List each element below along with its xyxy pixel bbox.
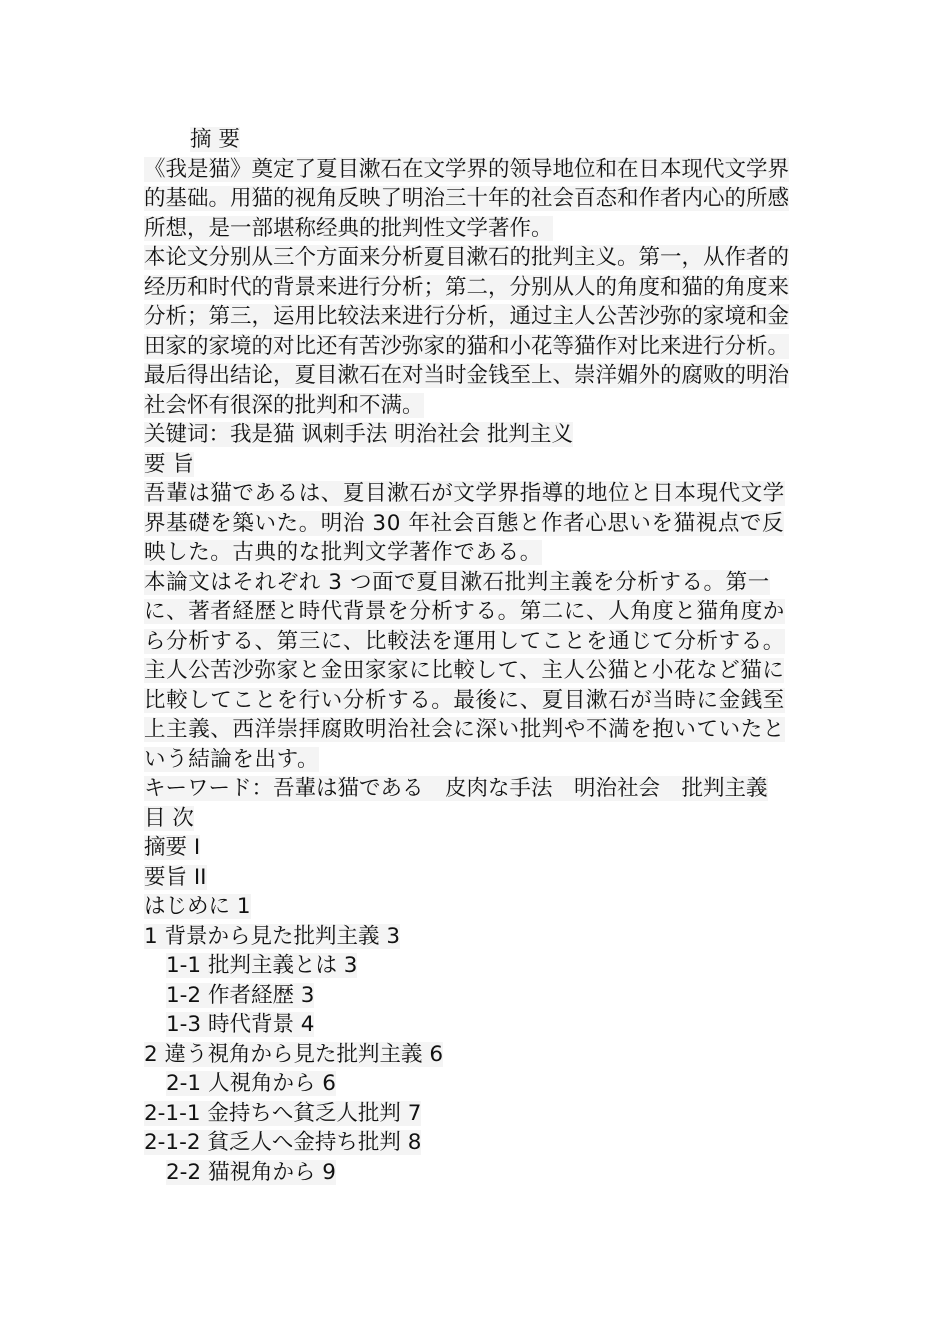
toc-item: 2-2 猫視角から 9 <box>166 1159 336 1185</box>
toc-item: 2 違う視角から見た批判主義 6 <box>144 1041 444 1067</box>
cn-abstract-title: 摘 要 <box>190 127 240 152</box>
toc-item: 摘要 I <box>144 835 201 860</box>
toc-title: 目 次 <box>144 805 194 831</box>
toc-item: はじめに 1 <box>144 894 251 919</box>
document-page <box>144 125 794 1187</box>
cn-abstract-paragraph-1: 《我是猫》奠定了夏目漱石在文学界的领导地位和在日本现代文学界的基础。用猫的视角反映了明治三十年的社会百态和作者内心的所感所想，是一部堪称经典的批判性文学著作。 <box>144 156 790 241</box>
toc-item: 2-1-2 貧乏人へ金持ち批判 8 <box>144 1130 422 1155</box>
jp-abstract-title: 要 旨 <box>144 451 194 477</box>
cn-keywords: 关键词：我是猫 讽刺手法 明治社会 批判主义 <box>144 422 574 447</box>
toc-item: 1-3 時代背景 4 <box>166 1012 315 1037</box>
toc-item: 要旨 II <box>144 864 207 890</box>
toc-item: 1 背景から見た批判主義 3 <box>144 923 401 949</box>
cn-abstract-paragraph-2: 本论文分别从三个方面来分析夏目漱石的批判主义。第一，从作者的经历和时代的背景来进行分析；第二，分别从人的角度和猫的角度来分析；第三，运用比较法来进行分析，通过主人公苦沙弥的家境和金田家的家境的对比还有苦沙弥家的猫和小花等猫作对比来进行分析。最后得出结论，夏目漱石在对当时金钱至上、崇洋媚外的腐败的明治社会怀有很深的批判和不满。 <box>144 245 790 418</box>
toc-item: 2-1-1 金持ちへ貧乏人批判 7 <box>144 1100 422 1126</box>
jp-abstract-paragraph-1: 吾輩は猫であるは、夏目漱石が文学界指導的地位と日本現代文学界基礎を築いた。明治 30 年社会百態と作者心思いを猫視点で反映した。古典的な批判文学著作である。 <box>144 481 785 565</box>
toc-item: 1-1 批判主義とは 3 <box>166 953 358 978</box>
toc-item: 2-1 人視角から 6 <box>166 1071 336 1096</box>
toc-item: 1-2 作者経歴 3 <box>166 982 315 1008</box>
jp-abstract-paragraph-2: 本論文はそれぞれ 3 つ面で夏目漱石批判主義を分析する。第一に、著者経歴と時代背景を分析する。第二に、人角度と猫角度から分析する、第三に、比較法を運用してことを通じて分析する。主人公苦沙弥家と金田家家に比較して、主人公猫と小花など猫に比較してことを行い分析する。最後に、夏目漱石が当時に金銭至上主義、西洋崇拝腐敗明治社会に深い批判や不満を抱いていたという結論を出す。 <box>144 569 785 772</box>
jp-keywords: キーワード：吾輩は猫である 皮肉な手法 明治社会 批判主義 <box>144 776 768 801</box>
